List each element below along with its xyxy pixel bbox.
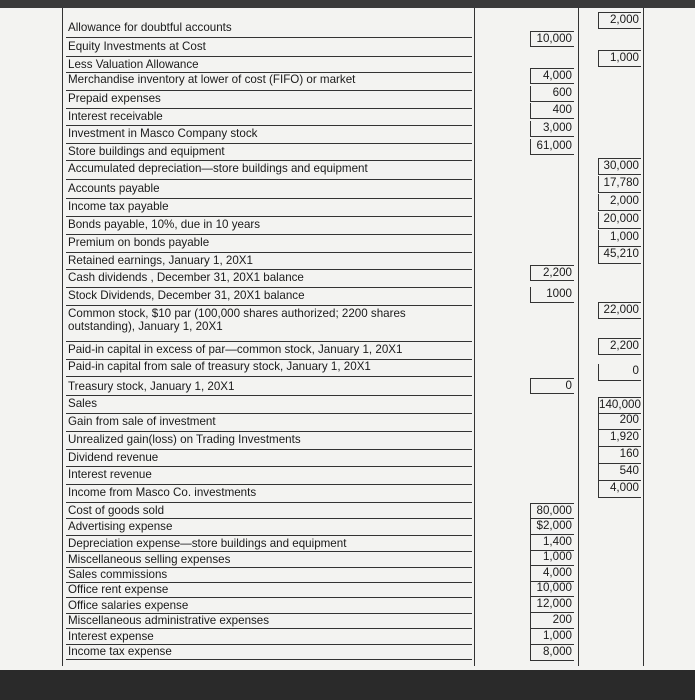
account-name: Miscellaneous administrative expenses (66, 614, 472, 629)
credit-amount: 20,000 (598, 212, 641, 229)
account-name: Sales commissions (66, 568, 472, 583)
credit-amount: 30,000 (598, 158, 641, 175)
debit-amount: 12,000 (530, 597, 574, 613)
debit-amount: 4,000 (530, 68, 574, 84)
debit-amount: 1,000 (530, 550, 574, 566)
account-name: Premium on bonds payable (66, 236, 472, 253)
debit-amount: 600 (530, 86, 574, 102)
debit-amount: 2,200 (530, 265, 574, 281)
account-name: Interest expense (66, 630, 472, 645)
debit-amount: 8,000 (530, 645, 574, 661)
debit-amount: $2,000 (530, 519, 574, 535)
account-name: Depreciation expense—store buildings and equipment (66, 537, 472, 552)
account-name: Accumulated depreciation—store buildings and equipment (66, 162, 472, 180)
account-name: Allowance for doubtful accounts (66, 21, 472, 38)
debit-amount: 1,400 (530, 535, 574, 551)
debit-amount: 1,000 (530, 629, 574, 645)
account-name: Cost of goods sold (66, 504, 472, 519)
debit-amount: 0 (530, 378, 574, 394)
account-name: Store buildings and equipment (66, 145, 472, 161)
debit-amount: 1000 (530, 287, 574, 303)
account-name: Common stock, $10 par (100,000 shares authorized; 2200 shares outstanding), January 1, 20X1 (66, 307, 472, 342)
credit-amount: 1,000 (598, 230, 641, 247)
account-name: Gain from sale of investment (66, 415, 472, 432)
credit-amount: 45,210 (598, 247, 641, 264)
credit-amount: 1,920 (598, 430, 641, 447)
debit-amount: 10,000 (530, 581, 574, 597)
account-name: Dividend revenue (66, 451, 472, 467)
account-name: Accounts payable (66, 182, 472, 199)
account-name: Equity Investments at Cost (66, 40, 472, 57)
account-name: Paid-in capital in excess of par—common stock, January 1, 20X1 (66, 343, 472, 360)
credit-amount: 1,000 (598, 50, 641, 67)
account-name: Advertising expense (66, 520, 472, 536)
credit-amount: 0 (598, 364, 641, 381)
account-name: Interest revenue (66, 468, 472, 485)
account-name: Treasury stock, January 1, 20X1 (66, 380, 472, 396)
account-name: Merchandise inventory at lower of cost (FIFO) or market (66, 73, 472, 91)
debit-amount: 80,000 (530, 503, 574, 519)
account-name: Interest receivable (66, 110, 472, 126)
account-name: Prepaid expenses (66, 92, 472, 109)
account-name: Income tax expense (66, 645, 472, 660)
debit-amount: 10,000 (530, 31, 574, 47)
account-name: Paid-in capital from sale of treasury stock, January 1, 20X1 (66, 360, 472, 377)
account-name: Investment in Masco Company stock (66, 127, 472, 144)
credit-amount: 17,780 (598, 176, 641, 193)
account-name: Income from Masco Co. investments (66, 486, 472, 503)
credit-amount: 2,000 (598, 12, 641, 29)
account-name: Cash dividends , December 31, 20X1 balance (66, 271, 472, 288)
account-name: Less Valuation Allowance (66, 58, 472, 73)
account-name: Bonds payable, 10%, due in 10 years (66, 218, 472, 235)
credit-amount: 140,000 (598, 397, 641, 414)
credit-amount: 200 (598, 413, 641, 430)
debit-amount: 4,000 (530, 566, 574, 582)
account-name: Retained earnings, January 1, 20X1 (66, 254, 472, 270)
credit-amount: 540 (598, 464, 641, 481)
account-name: Stock Dividends, December 31, 20X1 balance (66, 289, 472, 306)
bottom-edge (0, 670, 695, 700)
account-name: Miscellaneous selling expenses (66, 553, 472, 568)
debit-amount: 3,000 (530, 121, 574, 137)
debit-amount: 61,000 (530, 139, 574, 155)
credit-amount: 2,000 (598, 194, 641, 211)
credit-amount: 22,000 (598, 302, 641, 319)
credit-amount: 2,200 (598, 338, 641, 355)
account-name: Office rent expense (66, 583, 472, 598)
credit-amount: 160 (598, 447, 641, 464)
account-name: Office salaries expense (66, 599, 472, 614)
account-name: Unrealized gain(loss) on Trading Investments (66, 433, 472, 450)
credit-amount: 4,000 (598, 481, 641, 498)
debit-amount: 200 (530, 613, 574, 629)
account-name: Income tax payable (66, 200, 472, 217)
account-name: Sales (66, 397, 472, 414)
debit-amount: 400 (530, 103, 574, 119)
